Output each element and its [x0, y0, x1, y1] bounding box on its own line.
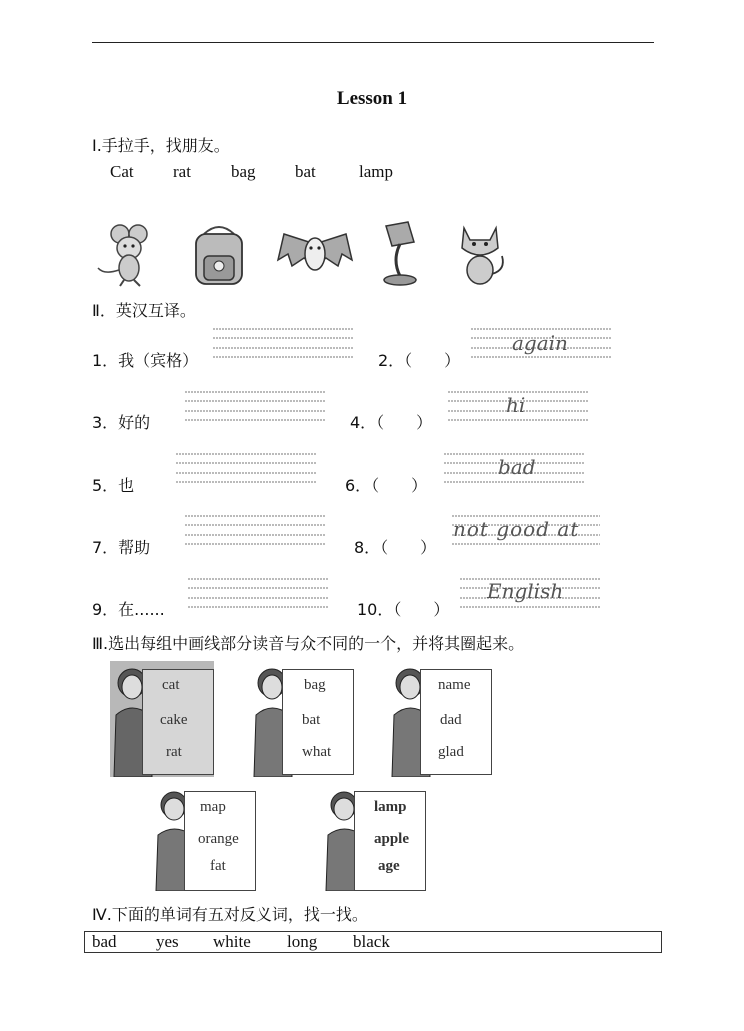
- item-8-label: 8．（ ）: [354, 538, 437, 557]
- card-word[interactable]: bat: [302, 712, 321, 728]
- item-3-label: 3．好的: [92, 413, 151, 432]
- word-5: lamp: [359, 162, 393, 181]
- cat-icon: [452, 220, 508, 288]
- mouse-icon: [94, 220, 164, 288]
- item-5-label: 5．也: [92, 476, 135, 495]
- box-word: white: [213, 932, 251, 951]
- box-word: bad: [92, 932, 117, 951]
- phonics-group-1: [110, 661, 214, 777]
- word-2: rat: [173, 162, 191, 181]
- card-word[interactable]: bag: [304, 677, 326, 693]
- handwritten-word-english: English: [487, 579, 564, 603]
- bat-icon: [274, 220, 356, 288]
- box-word: black: [353, 932, 390, 951]
- section-3-heading: Ⅲ.选出每组中画线部分读音与众不同的一个，并将其圈起来。: [92, 634, 525, 653]
- card-word[interactable]: orange: [198, 831, 239, 847]
- card-word[interactable]: name: [438, 677, 471, 693]
- card-word[interactable]: age: [378, 858, 400, 874]
- section-1-heading: I.手拉手，找朋友。: [92, 136, 230, 155]
- card-word[interactable]: cat: [162, 677, 180, 693]
- handwritten-word-again: again: [512, 331, 568, 355]
- card-word[interactable]: map: [200, 799, 226, 815]
- item-9-label: 9．在......: [92, 600, 165, 619]
- writing-lines-5[interactable]: [176, 451, 316, 483]
- item-10-label: 10．（ ）: [357, 600, 450, 619]
- item-2-label: 2．（ ）: [378, 351, 461, 370]
- item-7-label: 7．帮助: [92, 538, 151, 557]
- backpack-icon: [184, 220, 254, 288]
- writing-lines-9[interactable]: [188, 576, 328, 608]
- item-6-label: 6．（ ）: [345, 476, 428, 495]
- lamp-icon: [378, 220, 422, 288]
- word-3: bag: [231, 162, 256, 181]
- card-word[interactable]: apple: [374, 831, 410, 847]
- section-2-heading: Ⅱ．英汉互译。: [92, 301, 196, 320]
- handwritten-word-not-good-at: not good at: [453, 517, 580, 541]
- card-word[interactable]: dad: [440, 712, 462, 728]
- card-word[interactable]: lamp: [374, 799, 407, 815]
- writing-lines-1[interactable]: [213, 326, 353, 358]
- phonics-group-4: [152, 785, 256, 891]
- page-title: Lesson 1: [336, 88, 408, 109]
- item-4-label: 4．（ ）: [350, 413, 433, 432]
- box-word: long: [287, 932, 318, 951]
- box-word: yes: [156, 932, 179, 951]
- card-word[interactable]: rat: [166, 744, 182, 760]
- writing-lines-7[interactable]: [185, 513, 325, 545]
- handwritten-word-hi: hi: [506, 393, 526, 417]
- header-rule: [92, 42, 654, 43]
- word-4: bat: [295, 162, 316, 181]
- phonics-group-2: [250, 661, 354, 777]
- section-4-heading: Ⅳ.下面的单词有五对反义词，找一找。: [92, 905, 368, 924]
- handwritten-word-bad: bad: [498, 455, 536, 479]
- card-word[interactable]: what: [302, 744, 332, 760]
- word-1: Cat: [110, 162, 134, 181]
- card-word[interactable]: fat: [210, 858, 226, 874]
- phonics-group-3: [388, 661, 492, 777]
- writing-lines-3[interactable]: [185, 389, 325, 421]
- card-word[interactable]: glad: [438, 744, 464, 760]
- phonics-group-5: [322, 785, 426, 891]
- card-word[interactable]: cake: [160, 712, 188, 728]
- item-1-label: 1．我（宾格）: [92, 351, 199, 370]
